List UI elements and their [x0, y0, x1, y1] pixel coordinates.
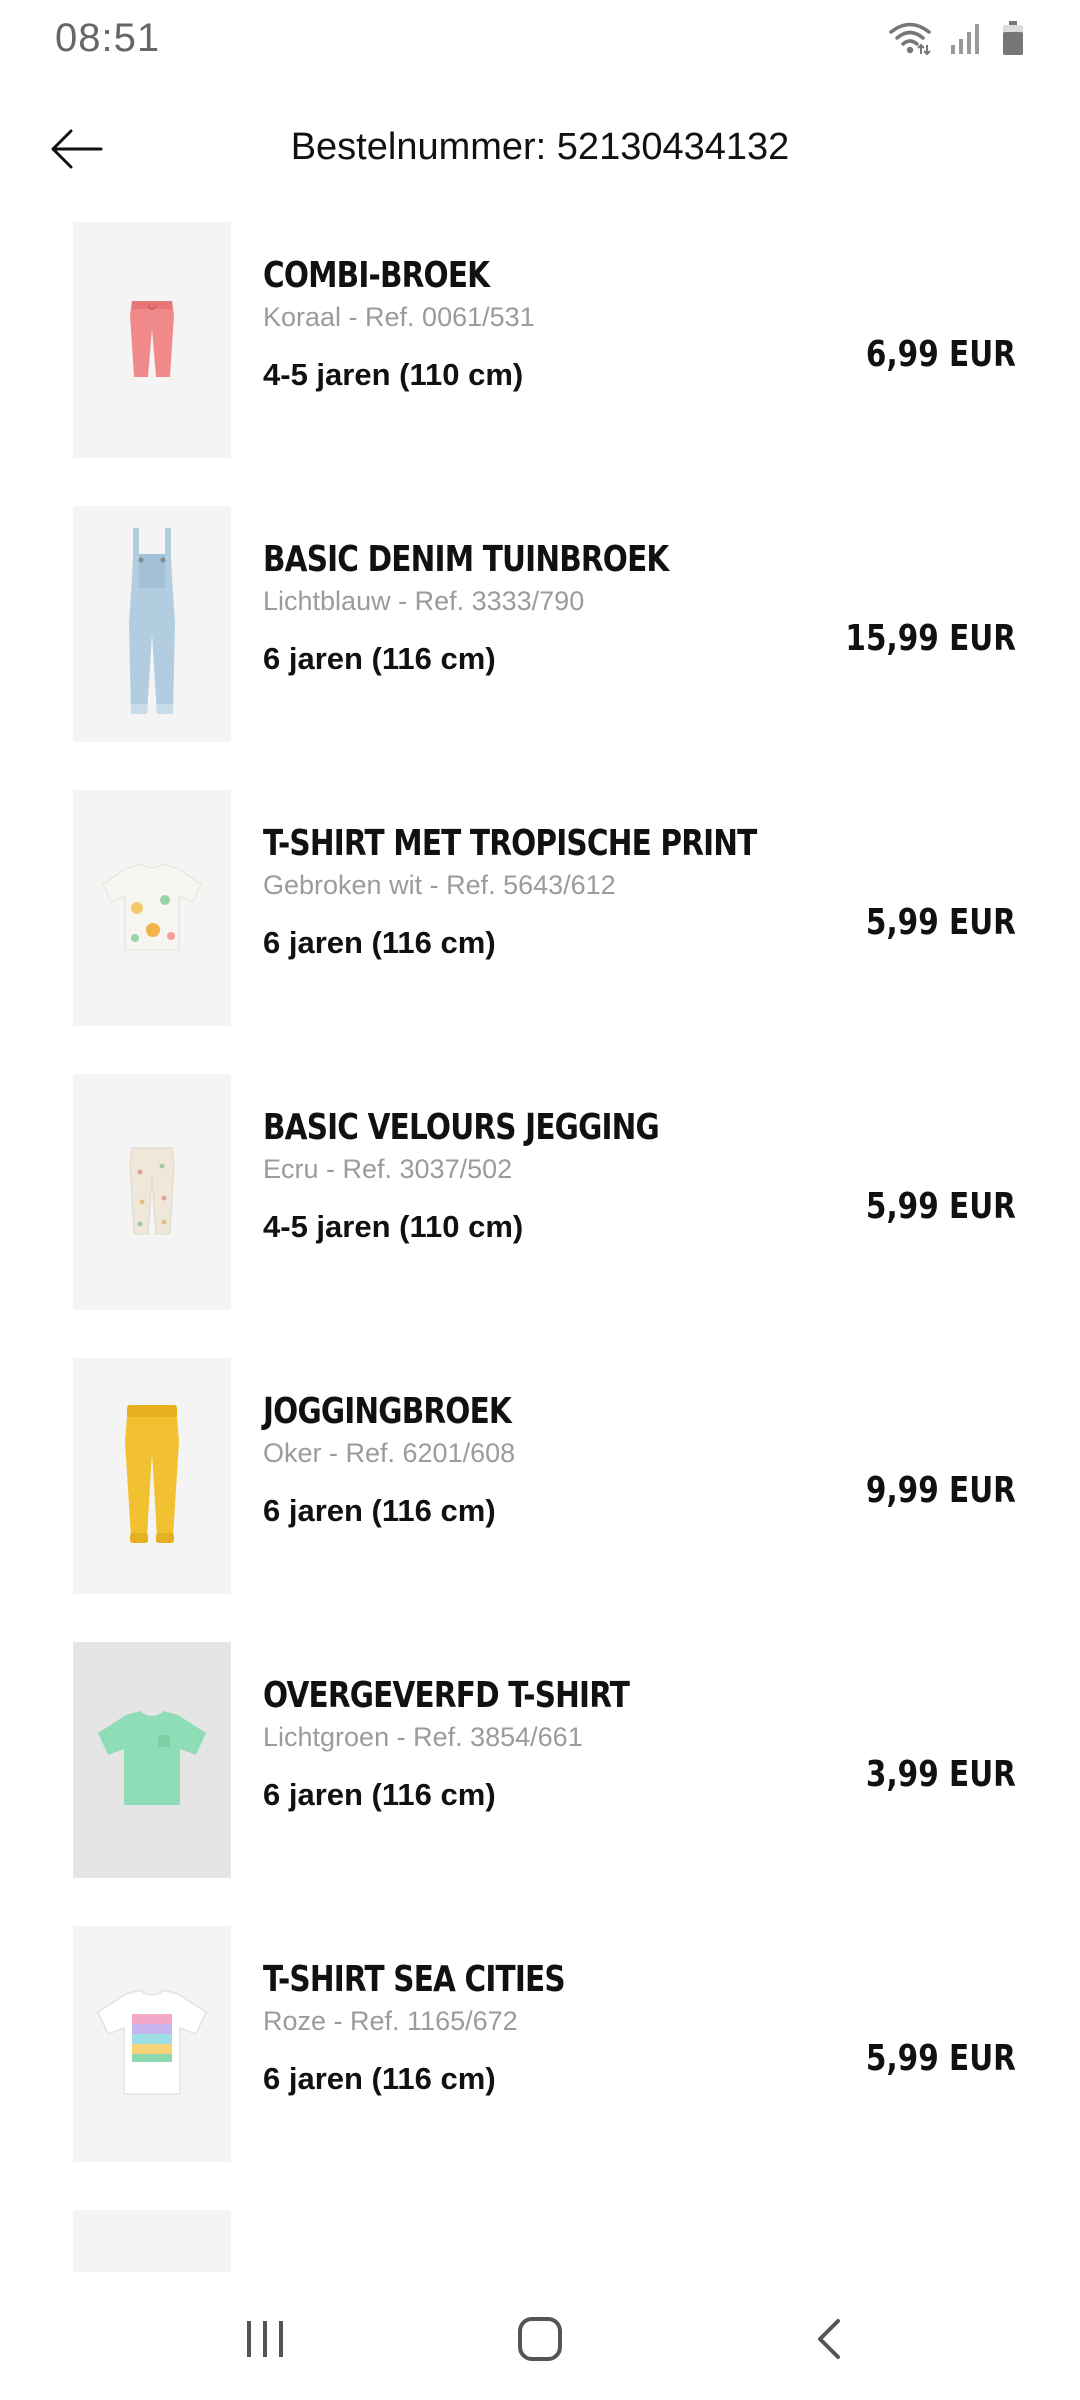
product-image [73, 1358, 231, 1594]
product-price: 3,99 EUR [866, 1754, 1016, 1795]
order-item[interactable] [0, 1074, 1080, 1310]
order-item[interactable] [0, 1358, 1080, 1594]
product-reference: Koraal - Ref. 0061/531 [263, 302, 535, 332]
product-price: 5,99 EUR [866, 902, 1016, 943]
product-reference: Lichtgroen - Ref. 3854/661 [263, 1722, 583, 1752]
product-price: 15,99 EUR [845, 618, 1016, 659]
order-item[interactable] [0, 1926, 1080, 2162]
product-image [73, 506, 231, 742]
order-item[interactable] [0, 1642, 1080, 1878]
product-image [73, 790, 231, 1026]
product-price: 6,99 EUR [866, 334, 1016, 375]
product-name: BASIC VELOURS JEGGING [263, 1107, 659, 1148]
product-price: 9,99 EUR [866, 1470, 1016, 1511]
item-info [263, 1674, 823, 1814]
battery-icon [1001, 20, 1025, 56]
product-size: 4-5 jaren (110 cm) [263, 357, 524, 392]
page-title [0, 126, 1080, 169]
order-number: Bestelnummer: 52130434132 [290, 126, 790, 168]
product-price: 5,99 EUR [866, 2038, 1016, 2079]
product-image [73, 1074, 231, 1310]
wifi-icon [889, 21, 931, 55]
product-image [73, 2210, 231, 2272]
item-info [263, 822, 823, 962]
home-button[interactable] [500, 2306, 580, 2376]
header [0, 100, 1080, 200]
product-reference: Lichtblauw - Ref. 3333/790 [263, 586, 585, 616]
product-size: 6 jaren (116 cm) [263, 925, 496, 960]
product-reference: Roze - Ref. 1165/672 [263, 2006, 518, 2036]
order-item[interactable] [0, 506, 1080, 742]
recent-apps-button[interactable] [225, 2306, 305, 2376]
home-icon [516, 2315, 564, 2368]
signal-icon [949, 21, 983, 55]
item-info [263, 254, 823, 394]
product-image [73, 1926, 231, 2162]
item-info [263, 1390, 823, 1530]
product-price: 5,99 EUR [866, 1186, 1016, 1227]
recent-apps-icon [243, 2317, 287, 2366]
item-info [263, 538, 823, 678]
status-time: 08:51 [55, 16, 161, 60]
item-info [263, 1958, 823, 2098]
system-nav-bar [0, 2276, 1080, 2400]
order-item[interactable] [0, 790, 1080, 1026]
product-name: T-SHIRT MET TROPISCHE PRINT [263, 823, 757, 864]
product-name: BASIC DENIM TUINBROEK [263, 539, 669, 580]
product-name: OVERGEVERFD T-SHIRT [263, 1675, 630, 1716]
back-nav-button[interactable] [790, 2306, 870, 2376]
status-icons [889, 20, 1025, 56]
product-size: 6 jaren (116 cm) [263, 641, 496, 676]
product-reference: Gebroken wit - Ref. 5643/612 [263, 870, 616, 900]
status-bar [0, 0, 1080, 80]
product-reference: Ecru - Ref. 3037/502 [263, 1154, 513, 1184]
product-name: COMBI-BROEK [263, 255, 490, 296]
product-image [73, 222, 231, 458]
order-item[interactable] [0, 2210, 1080, 2272]
product-image [73, 1642, 231, 1878]
product-size: 6 jaren (116 cm) [263, 1777, 496, 1812]
product-name: T-SHIRT SEA CITIES [263, 1959, 565, 2000]
order-item[interactable] [0, 222, 1080, 458]
product-reference: Oker - Ref. 6201/608 [263, 1438, 516, 1468]
product-size: 6 jaren (116 cm) [263, 2061, 496, 2096]
product-size: 4-5 jaren (110 cm) [263, 1209, 524, 1244]
product-size: 6 jaren (116 cm) [263, 1493, 496, 1528]
order-item-list[interactable] [0, 222, 1080, 2272]
item-info [263, 1106, 823, 1246]
back-nav-icon [810, 2315, 850, 2368]
product-name: JOGGINGBROEK [263, 1391, 511, 1432]
